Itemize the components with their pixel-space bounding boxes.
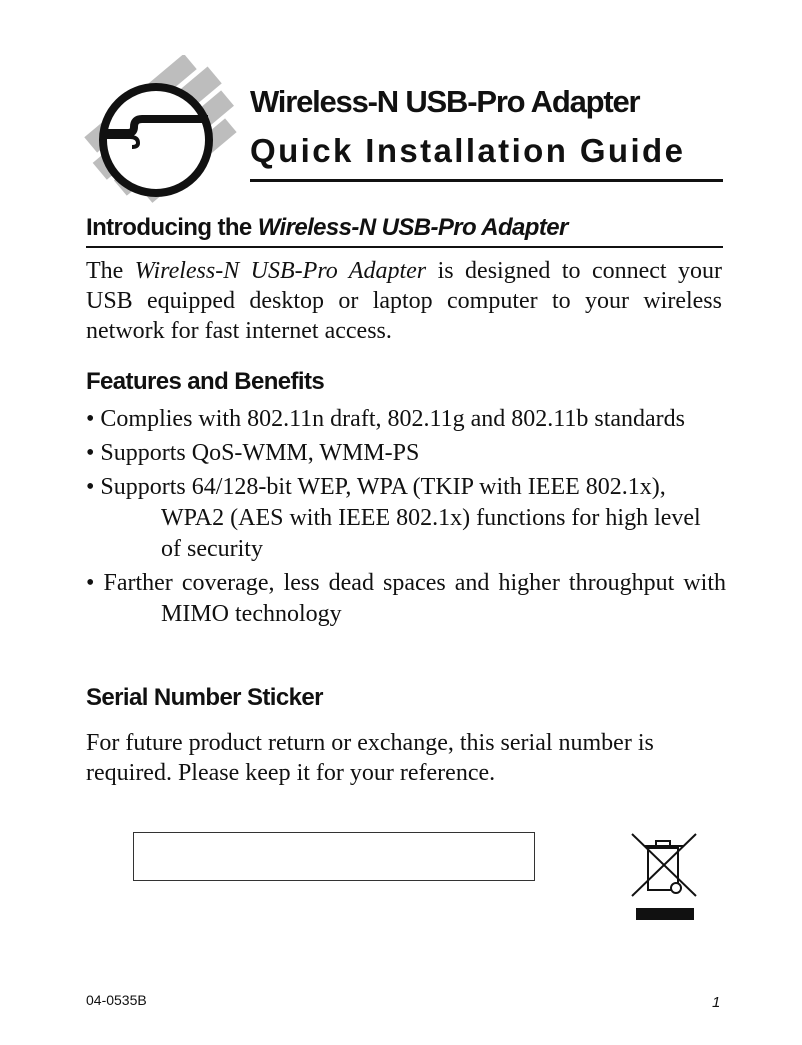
features-heading: Features and Benefits [86, 368, 325, 395]
feature-item: • Complies with 802.11n draft, 802.11g and 802.11b standards [86, 406, 686, 432]
intro-text-rest: is designed to connect your USB equipped desktop or laptop computer to your wireless network for fast internet access. [86, 258, 723, 344]
page-number: 1 [712, 994, 721, 1011]
intro-text-product: Wireless-N USB-Pro Adapter [134, 258, 427, 284]
section-rule [86, 246, 723, 248]
serial-text: For future product return or exchange, this serial number is required. Please keep it for your reference. [86, 730, 654, 786]
feature-item: • Supports 64/128-bit WEP, WPA (TKIP with IEEE 802.1x), WPA2 (AES with IEEE 802.1x) functions for high level of security [86, 474, 701, 562]
intro-heading-product: Wireless-N USB-Pro Adapter [257, 214, 568, 241]
serial-number-box [133, 832, 535, 881]
title-guide: Quick Installation Guide [250, 132, 686, 169]
title-product: Wireless-N USB-Pro Adapter [250, 84, 640, 119]
serial-heading: Serial Number Sticker [86, 684, 323, 711]
feature-item: • Supports QoS-WMM, WMM-PS [86, 440, 420, 466]
document-code: 04-0535B [86, 992, 147, 1008]
intro-text [86, 256, 722, 346]
weee-bin-icon [628, 832, 700, 924]
features-list [86, 404, 726, 633]
intro-text-prefix: The [86, 258, 135, 284]
feature-item: • Farther coverage, less dead spaces and higher throughput with MIMO technology [86, 570, 726, 627]
brand-logo [78, 55, 248, 205]
intro-heading-prefix: Introducing the [86, 214, 258, 241]
title-rule [250, 179, 723, 182]
intro-heading [86, 214, 568, 242]
